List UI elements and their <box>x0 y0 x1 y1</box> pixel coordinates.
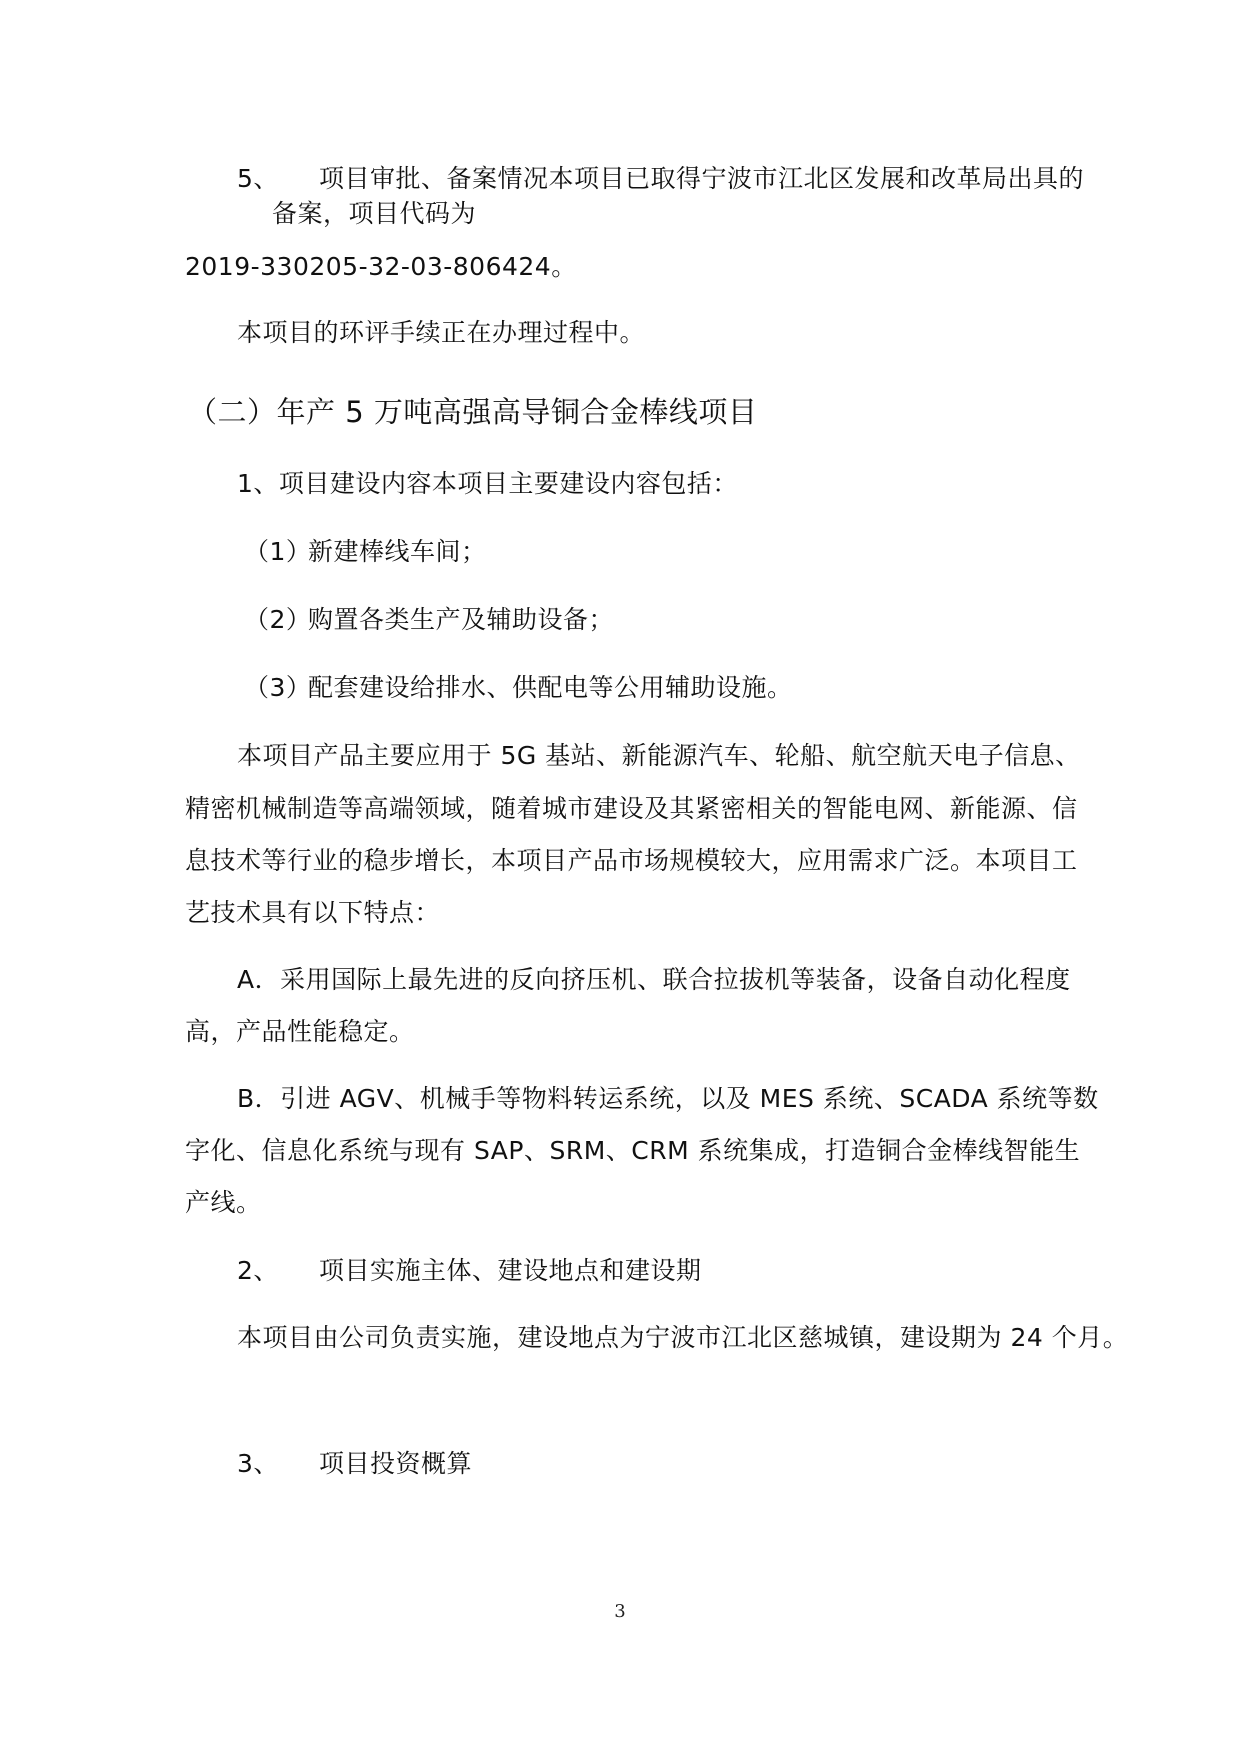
content-item-1-text: 新建棒线车间； <box>308 537 487 566</box>
content-item-1-num: （1） <box>244 537 312 566</box>
content-item-2-text: 购置各类生产及辅助设备； <box>308 605 615 634</box>
feature-b-line2: 字化、信息化系统与现有 SAP、SRM、CRM 系统集成，打造铜合金棒线智能生 <box>185 1136 1081 1165</box>
item5-text: 项目审批、备案情况本项目已取得宁波市江北区发展和改革局出具的 <box>319 164 1085 193</box>
item2-text: 本项目由公司负责实施，建设地点为宁波市江北区慈城镇，建设期为 24 个月。 <box>237 1323 1129 1352</box>
content-item-3-num: （3） <box>244 673 312 702</box>
eia-note: 本项目的环评手续正在办理过程中。 <box>237 318 646 347</box>
application-para-line2: 精密机械制造等高端领域，随着城市建设及其紧密相关的智能电网、新能源、信 <box>185 794 1078 823</box>
item3-heading <box>237 1448 472 1480</box>
item2-title: 项目实施主体、建设地点和建设期 <box>319 1256 702 1285</box>
feature-a-line2: 高，产品性能稳定。 <box>185 1017 415 1046</box>
content-item-2 <box>244 604 614 636</box>
item5-line3: 2019-330205-32-03-806424。 <box>185 252 577 281</box>
content-item-3 <box>244 672 793 704</box>
section2-heading: （二）年产 5 万吨高强高导铜合金棒线项目 <box>188 395 758 429</box>
application-para-line3: 息技术等行业的稳步增长，本项目产品市场规模较大，应用需求广泛。本项目工 <box>185 846 1078 875</box>
feature-a-line1: A．采用国际上最先进的反向挤压机、联合拉拔机等装备，设备自动化程度 <box>237 965 1071 994</box>
item1-title: 1、项目建设内容本项目主要建设内容包括： <box>237 469 738 498</box>
item2-number: 2、 <box>237 1256 279 1285</box>
application-para-line1: 本项目产品主要应用于 5G 基站、新能源汽车、轮船、航空航天电子信息、 <box>237 741 1081 770</box>
item2-heading <box>237 1255 702 1287</box>
feature-b-line1: B．引进 AGV、机械手等物料转运系统，以及 MES 系统、SCADA 系统等数 <box>237 1084 1099 1113</box>
item5-number: 5、 <box>237 164 279 193</box>
item5-line1 <box>237 163 1084 195</box>
feature-b-line3: 产线。 <box>185 1188 262 1217</box>
item3-title: 项目投资概算 <box>319 1449 473 1478</box>
content-item-2-num: （2） <box>244 605 312 634</box>
content-item-1 <box>244 536 487 568</box>
page-number: 3 <box>614 1601 626 1622</box>
item5-line2: 备案，项目代码为 <box>272 199 477 228</box>
content-item-3-text: 配套建设给排水、供配电等公用辅助设施。 <box>308 673 793 702</box>
application-para-line4: 艺技术具有以下特点： <box>185 898 441 927</box>
item3-number: 3、 <box>237 1449 279 1478</box>
